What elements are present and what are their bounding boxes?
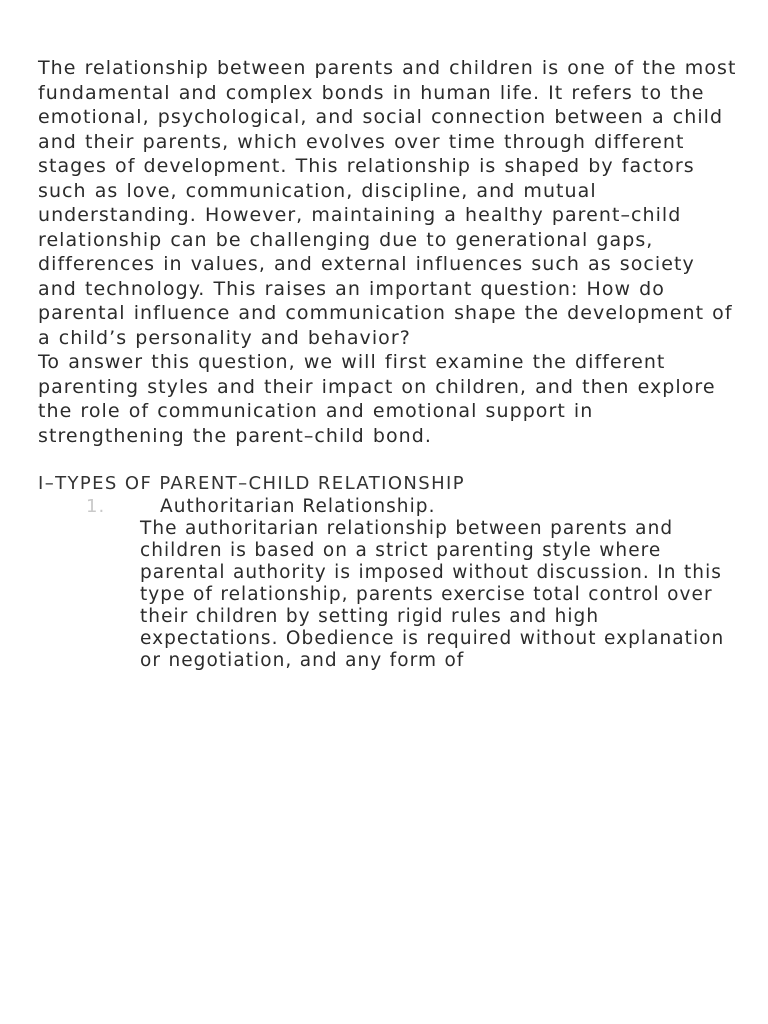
intro-paragraph-2: To answer this question, we will first examine the different parenting styles and their impact on children, and then explore the role of communication and emotional support in strengthening the parent–child bond. bbox=[38, 351, 716, 447]
list-item bbox=[38, 496, 738, 672]
intro-paragraph-1: The relationship between parents and children is one of the most fundamental and complex bonds in human life. It refers to the emotional, psychological, and social connection between a child and their parents, which evolves over time through different stages of development. This relationship is shaped by factors such as love, communication, discipline, and mutual understanding. However, maintaining a healthy parent–child relationship can be challenging due to generational gaps, differences in values, and external influences such as society and technology. This raises an important question: How do parental influence and communication shape the development of a child’s personality and behavior? bbox=[38, 57, 737, 349]
list-item-body: The authoritarian relationship between parents and children is based on a strict parenting style where parental authority is imposed without discussion. In this type of relationship, parents exercise total control over their children by setting rigid rules and high expectations. Obedience is required without explanation or negotiation, and any form of bbox=[140, 518, 725, 671]
list-item-title: Authoritarian Relationship. bbox=[160, 496, 436, 517]
document-body bbox=[38, 56, 738, 672]
section-heading: I–TYPES OF PARENT–CHILD RELATIONSHIP bbox=[38, 473, 465, 494]
paragraph-spacer bbox=[38, 448, 738, 472]
list-item-number: 1. bbox=[86, 496, 106, 517]
